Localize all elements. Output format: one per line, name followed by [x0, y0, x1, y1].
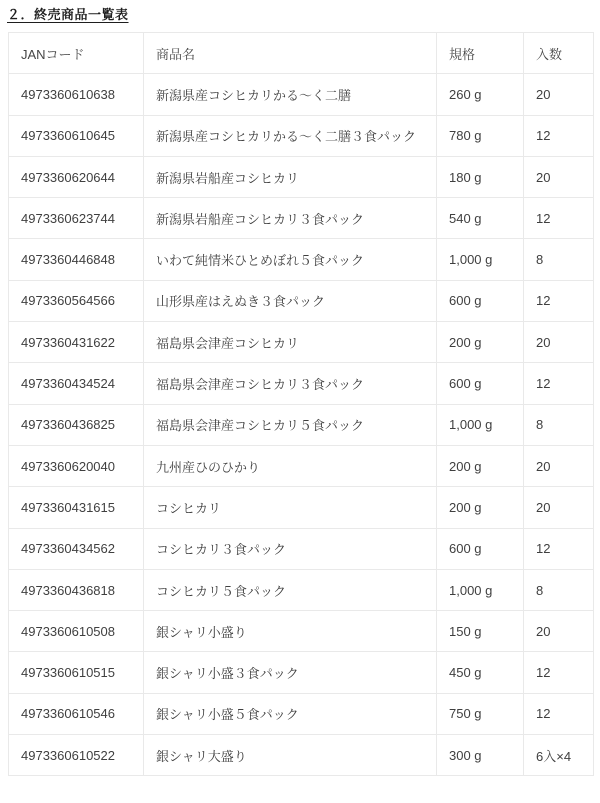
cell-quantity: 8 — [524, 569, 594, 610]
cell-jan-code: 4973360436825 — [9, 404, 144, 445]
table-row — [9, 198, 594, 239]
table-row — [9, 487, 594, 528]
table-row — [9, 280, 594, 321]
cell-spec: 1,000 g — [437, 404, 524, 445]
cell-product-name: 新潟県産コシヒカリかる～く二膳 — [144, 74, 437, 115]
cell-quantity: 20 — [524, 487, 594, 528]
cell-jan-code: 4973360620644 — [9, 156, 144, 197]
cell-product-name: 福島県会津産コシヒカリ５食パック — [144, 404, 437, 445]
cell-quantity: 12 — [524, 198, 594, 239]
cell-jan-code: 4973360610546 — [9, 693, 144, 734]
cell-quantity: 20 — [524, 445, 594, 486]
cell-spec: 450 g — [437, 652, 524, 693]
cell-spec: 750 g — [437, 693, 524, 734]
cell-jan-code: 4973360610508 — [9, 611, 144, 652]
cell-product-name: 新潟県岩船産コシヒカリ — [144, 156, 437, 197]
cell-spec: 260 g — [437, 74, 524, 115]
table-row — [9, 115, 594, 156]
cell-quantity: 12 — [524, 528, 594, 569]
table-row — [9, 363, 594, 404]
cell-jan-code: 4973360610638 — [9, 74, 144, 115]
header-jan-code: JANコード — [9, 33, 144, 74]
discontinued-products-table — [8, 32, 594, 776]
cell-spec: 200 g — [437, 487, 524, 528]
cell-product-name: コシヒカリ５食パック — [144, 569, 437, 610]
cell-quantity: 12 — [524, 280, 594, 321]
cell-product-name: 銀シャリ小盛り — [144, 611, 437, 652]
table-row — [9, 156, 594, 197]
cell-product-name: 新潟県岩船産コシヒカリ３食パック — [144, 198, 437, 239]
cell-product-name: 新潟県産コシヒカリかる～く二膳３食パック — [144, 115, 437, 156]
cell-quantity: 8 — [524, 239, 594, 280]
header-spec: 規格 — [437, 33, 524, 74]
cell-spec: 600 g — [437, 363, 524, 404]
cell-spec: 1,000 g — [437, 569, 524, 610]
cell-spec: 200 g — [437, 322, 524, 363]
cell-spec: 780 g — [437, 115, 524, 156]
table-row — [9, 528, 594, 569]
cell-product-name: 銀シャリ大盛り — [144, 735, 437, 776]
page-title: ２．終売商品一覧表 — [7, 7, 129, 22]
table-body — [9, 74, 594, 776]
table-row — [9, 74, 594, 115]
table-row — [9, 322, 594, 363]
cell-spec: 1,000 g — [437, 239, 524, 280]
cell-spec: 600 g — [437, 280, 524, 321]
cell-jan-code: 4973360610515 — [9, 652, 144, 693]
cell-product-name: コシヒカリ３食パック — [144, 528, 437, 569]
cell-quantity: 20 — [524, 74, 594, 115]
table-row — [9, 611, 594, 652]
cell-quantity: 20 — [524, 611, 594, 652]
table-row — [9, 569, 594, 610]
cell-jan-code: 4973360431622 — [9, 322, 144, 363]
cell-product-name: 福島県会津産コシヒカリ — [144, 322, 437, 363]
cell-quantity: 6入×4 — [524, 735, 594, 776]
cell-product-name: コシヒカリ — [144, 487, 437, 528]
cell-jan-code: 4973360610522 — [9, 735, 144, 776]
table-row — [9, 404, 594, 445]
cell-jan-code: 4973360434562 — [9, 528, 144, 569]
cell-spec: 180 g — [437, 156, 524, 197]
cell-jan-code: 4973360431615 — [9, 487, 144, 528]
cell-jan-code: 4973360623744 — [9, 198, 144, 239]
header-quantity: 入数 — [524, 33, 594, 74]
cell-spec: 300 g — [437, 735, 524, 776]
cell-jan-code: 4973360564566 — [9, 280, 144, 321]
cell-spec: 600 g — [437, 528, 524, 569]
cell-jan-code: 4973360434524 — [9, 363, 144, 404]
table-row — [9, 693, 594, 734]
table-row — [9, 239, 594, 280]
cell-jan-code: 4973360620040 — [9, 445, 144, 486]
cell-product-name: 銀シャリ小盛５食パック — [144, 693, 437, 734]
cell-jan-code: 4973360610645 — [9, 115, 144, 156]
cell-quantity: 12 — [524, 652, 594, 693]
cell-product-name: 福島県会津産コシヒカリ３食パック — [144, 363, 437, 404]
cell-quantity: 20 — [524, 156, 594, 197]
cell-spec: 200 g — [437, 445, 524, 486]
table-header — [9, 33, 594, 74]
cell-quantity: 12 — [524, 693, 594, 734]
cell-jan-code: 4973360446848 — [9, 239, 144, 280]
cell-quantity: 8 — [524, 404, 594, 445]
cell-product-name: 九州産ひのひかり — [144, 445, 437, 486]
header-row — [9, 33, 594, 74]
cell-spec: 150 g — [437, 611, 524, 652]
cell-product-name: いわて純情米ひとめぼれ５食パック — [144, 239, 437, 280]
cell-quantity: 20 — [524, 322, 594, 363]
cell-spec: 540 g — [437, 198, 524, 239]
cell-product-name: 銀シャリ小盛３食パック — [144, 652, 437, 693]
cell-product-name: 山形県産はえぬき３食パック — [144, 280, 437, 321]
cell-jan-code: 4973360436818 — [9, 569, 144, 610]
table-row — [9, 652, 594, 693]
table-row — [9, 735, 594, 776]
table-row — [9, 445, 594, 486]
header-product-name: 商品名 — [144, 33, 437, 74]
cell-quantity: 12 — [524, 363, 594, 404]
cell-quantity: 12 — [524, 115, 594, 156]
